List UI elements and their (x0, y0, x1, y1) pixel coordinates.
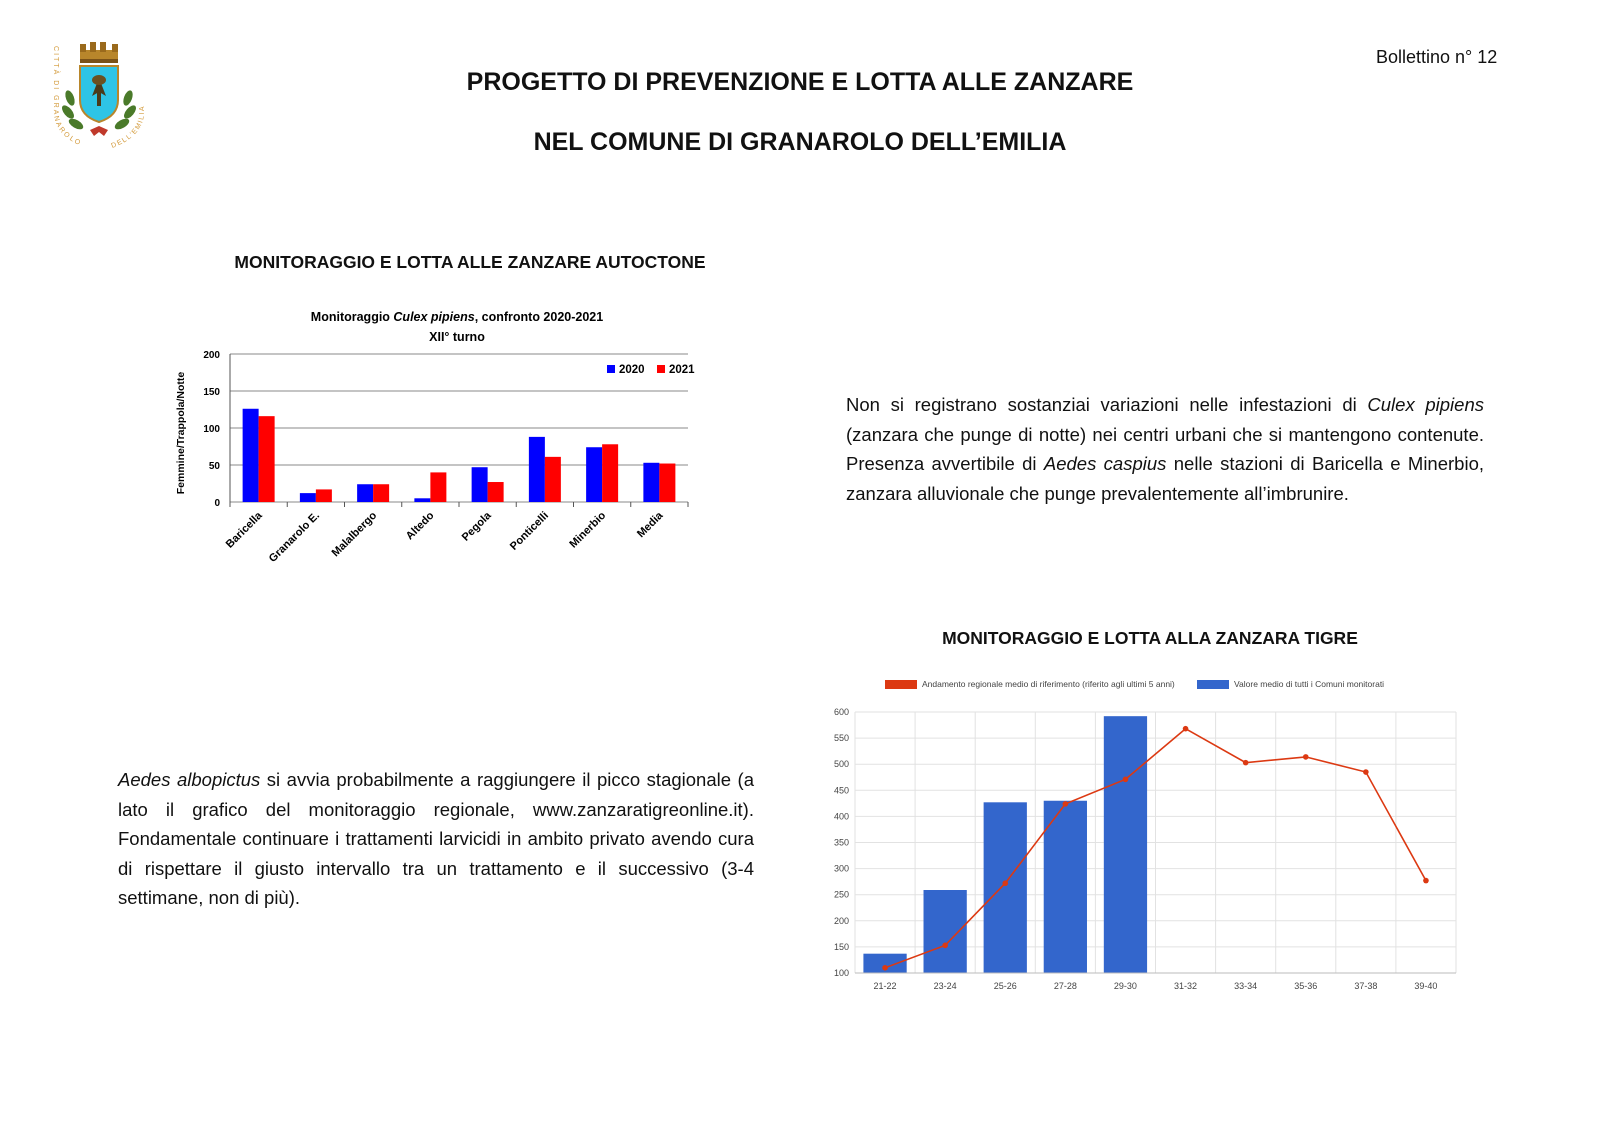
chart1-bar (488, 482, 504, 502)
chart2-bar (1104, 716, 1147, 973)
chart1-x-tick-label: Granarolo E. (266, 509, 322, 565)
chart2-line-point (1363, 769, 1369, 775)
tiger-mosquito-paragraph: Aedes albopictus si avvia probabilmente a raggiungere il picco stagionale (a lato il grafico del monitoraggio regionale, www.zanzaratigreonline.it). Fondamentale continuare i trattamenti larvicidi in ambito privato avendo cura di rispettare il giusto intervallo tra un trattamento e il successivo (3-4 settimane, non di più). (118, 769, 754, 908)
chart2-legend-swatch (885, 680, 917, 689)
chart1-bar (659, 464, 675, 502)
chart2-y-tick-label: 500 (833, 759, 849, 770)
chart2-line-point (882, 965, 888, 971)
chart2-line-point (1063, 801, 1069, 807)
chart2-legend-label: Andamento regionale medio di riferimento (riferito agli ultimi 5 anni) (922, 680, 1175, 689)
chart1-bar (414, 498, 430, 502)
chart2-bar (924, 890, 967, 973)
chart2-x-tick-label: 39-40 (1414, 981, 1438, 991)
chart1-bar (472, 467, 488, 502)
chart2-bar (984, 802, 1027, 973)
chart2-x-tick-label: 35-36 (1294, 981, 1318, 991)
chart1-x-tick-label: Minerbio (567, 509, 609, 551)
chart2-line-point (1002, 880, 1008, 886)
chart1-legend-label: 2021 (669, 364, 695, 376)
chart1-y-tick-label: 50 (208, 461, 220, 472)
chart1-x-tick-label: Malalbergo (329, 509, 380, 560)
chart1-bar (545, 457, 561, 502)
chart2-x-tick-label: 27-28 (1053, 981, 1077, 991)
svg-text:CITTÀ DI GRANAROLO: CITTÀ DI GRANAROLO (51, 46, 83, 148)
chart1-y-tick-label: 100 (203, 424, 220, 435)
chart2-x-tick-label: 37-38 (1354, 981, 1378, 991)
chart1-bar (430, 472, 446, 502)
chart1-bar (259, 416, 275, 502)
chart1-x-tick-label: Ponticelli (507, 509, 551, 553)
chart2-legend-label: Valore medio di tutti i Comuni monitorati (1234, 680, 1385, 689)
chart2-y-tick-label: 200 (833, 915, 849, 926)
chart1-subtitle: XII° turno (429, 330, 485, 344)
chart2-x-tick-label: 23-24 (933, 981, 957, 991)
chart2-legend-swatch (1197, 680, 1229, 689)
chart1-x-tick-label: Pegola (459, 509, 494, 544)
chart2-y-tick-label: 250 (833, 889, 849, 900)
chart1-bar (373, 484, 389, 502)
page-title-line1: PROGETTO DI PREVENZIONE E LOTTA ALLE ZANZARE (466, 68, 1134, 96)
chart2-line-point (1243, 760, 1249, 766)
chart1-bar (602, 444, 618, 502)
chart1-bar (586, 447, 602, 502)
chart2-y-tick-label: 550 (833, 733, 849, 744)
chart1-y-tick-label: 150 (203, 387, 220, 398)
chart2-x-tick-label: 21-22 (873, 981, 897, 991)
chart1-bar (243, 409, 259, 502)
chart1-y-tick-label: 200 (203, 350, 220, 361)
chart2-y-tick-label: 100 (833, 968, 849, 978)
chart1-y-tick-label: 0 (214, 498, 220, 509)
chart1-x-tick-label: Baricella (223, 509, 265, 551)
chart1-bar (357, 484, 373, 502)
chart1-bar (316, 489, 332, 502)
chart2-line-point (1423, 878, 1429, 884)
chart2-x-tick-label: 25-26 (993, 981, 1017, 991)
chart1-bar (529, 437, 545, 502)
chart2-x-tick-label: 31-32 (1174, 981, 1198, 991)
chart2-y-tick-label: 450 (833, 785, 849, 796)
chart1-x-tick-label: Altedo (403, 509, 437, 543)
section-title-tiger-mosquito: MONITORAGGIO E LOTTA ALLA ZANZARA TIGRE (942, 628, 1358, 648)
chart1-y-axis-label: Femmine/Trappola/Notte (175, 371, 187, 495)
chart2-bar (1044, 801, 1087, 973)
chart2-y-tick-label: 150 (833, 941, 849, 952)
section-title-native-mosquitoes: MONITORAGGIO E LOTTA ALLE ZANZARE AUTOCTONE (234, 252, 706, 272)
culex-pipiens-bar-chart (170, 308, 730, 598)
chart1-legend-swatch (607, 365, 615, 373)
native-mosquitoes-paragraph: Non si registrano sostanziai variazioni nelle infestazioni di Culex pipiens (zanzara che punge di notte) nei centri urbani che si mantengono contenute. Presenza avvertibile di Aedes caspius nelle stazioni di Baricella e Minerbio, zanzara alluvionale che punge prevalentemente all’imbrunire. (846, 394, 1484, 504)
chart2-line-point (1123, 777, 1129, 783)
chart1-legend-swatch (657, 365, 665, 373)
crown-icon (80, 42, 118, 63)
chart2-line-point (1183, 726, 1189, 732)
chart2-x-tick-label: 29-30 (1113, 981, 1137, 991)
chart1-title: Monitoraggio Culex pipiens, confronto 2020-2021 (310, 310, 604, 324)
chart2-y-tick-label: 600 (833, 707, 849, 717)
svg-text:DELL'EMILIA: DELL'EMILIA (110, 104, 147, 150)
chart2-y-tick-label: 350 (833, 837, 849, 848)
chart2-line-point (1303, 754, 1309, 760)
bulletin-number: Bollettino n° 12 (1376, 47, 1498, 67)
chart2-line-point (942, 943, 948, 949)
page-title-line2: NEL COMUNE DI GRANAROLO DELL’EMILIA (533, 128, 1067, 156)
chart2-y-tick-label: 400 (833, 811, 849, 822)
chart1-bar (643, 463, 659, 502)
chart2-y-tick-label: 300 (833, 863, 849, 874)
chart1-bar (300, 493, 316, 502)
chart2-x-tick-label: 33-34 (1234, 981, 1258, 991)
chart1-x-tick-label: Media (634, 509, 666, 541)
chart1-legend-label: 2020 (619, 364, 645, 376)
tiger-mosquito-regional-chart (820, 680, 1460, 1000)
